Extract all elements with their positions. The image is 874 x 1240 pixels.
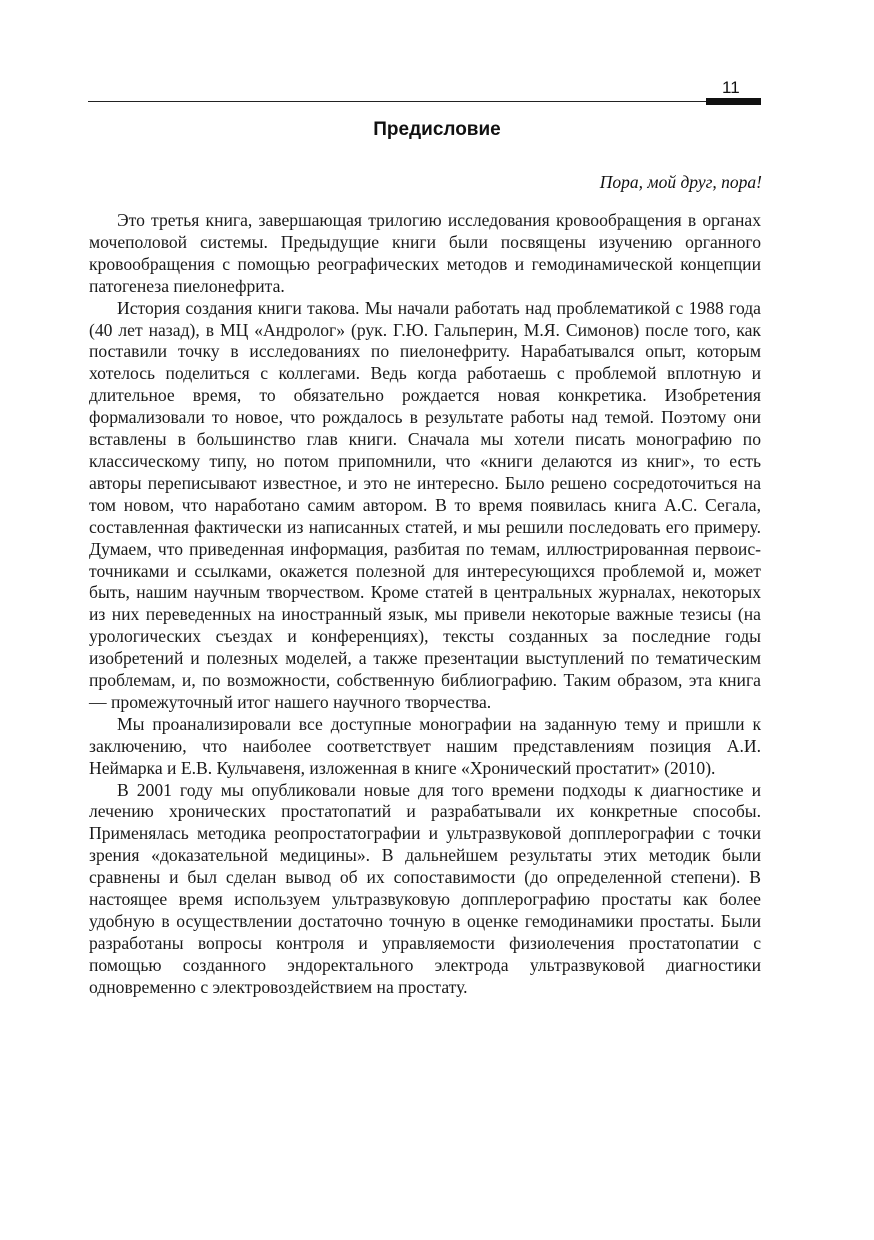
header-rule-accent <box>706 98 761 105</box>
page-number: 11 <box>722 78 740 97</box>
paragraph: Мы проанализировали все доступные монографии на заданную тему и пришли к заключению, что наиболее соответствует нашим представлениям позиция А.И. Неймарка и Е.В. Кульчавеня, изложенная в книге «Хронический простатит» (2010). <box>89 713 761 778</box>
paragraph: История создания книги такова. Мы начали работать над проблематикой с 1988 года (40 лет назад), в МЦ «Андролог» (рук. Г.Ю. Гальперин, М.Я. Симонов) после того, как поставили точку в исследованиях по пиелонефриту. Нарабатывался опыт, которым хотелось поделиться с коллегами. Ведь когда работаешь с проблемой вплотную и длительное время, то обязательно рождается новая конкретика. Изобретения формализовали то новое, что рождалось в результате работы над темой. Поэтому они вставлены в большинство глав книги. Сначала мы хотели писать монографию по классическому типу, но потом припомнили, что «книги делаются из книг», то есть авторы переписывают известное, и это не интересно. Было решено сосредоточиться на том новом, что наработано самим автором. В то время появилась книга А.С. Сегала, составленная фактически из написанных статей, и мы решили последовать его примеру. Думаем, что приведенная информация, разбитая по темам, иллюстрированная первоисточниками и ссылками, окажется полезной для интересующихся проблемой и, может быть, нашим научным творчеством. Кроме статей в центральных журналах, некоторых из них переведенных на иностранный язык, мы привели некоторые важные тезисы (на урологических съездах и конференциях), тексты созданных за последние годы изобретений и полезных моделей, а также презентации выступлений по тематическим проблемам, и, по возможности, собственную библиографию. Таким образом, эта книга — промежуточный итог нашего научного творчества. <box>89 297 761 712</box>
paragraph: Это третья книга, завершающая трилогию исследования кровообращения в органах мочеполовой системы. Предыдущие книги были посвящены изучению органного кровообращения с помощью реографических методов и гемодинамической концепции патогенеза пиелонефрита. <box>89 210 761 296</box>
epigraph: Пора, мой друг, пора! <box>599 172 762 192</box>
body-text <box>89 210 761 999</box>
chapter-title: Предисловие <box>373 119 501 140</box>
paragraph: В 2001 году мы опубликовали новые для того времени подходы к диагностике и лечению хронических простатопатий и разрабатывали их конкретные способы. Применялась методика реопростатографии и ультразвуковой допплерографии с точки зрения «доказательной медицины». В дальнейшем результаты этих методик были сравнены и был сделан вывод об их сопоставимости (до определенной степени). В настоящее время используем ультразвуковую допплерографию простаты как более удобную в осуществлении достаточно точную в оценке гемодинамики простаты. Были разработаны вопросы контроля и управляемости физиолечения простатопатии с помощью созданного эндоректального электрода ультразвуковой диагностики одновременно с электровоздействием на простату. <box>89 779 761 997</box>
header-rule <box>88 101 706 102</box>
